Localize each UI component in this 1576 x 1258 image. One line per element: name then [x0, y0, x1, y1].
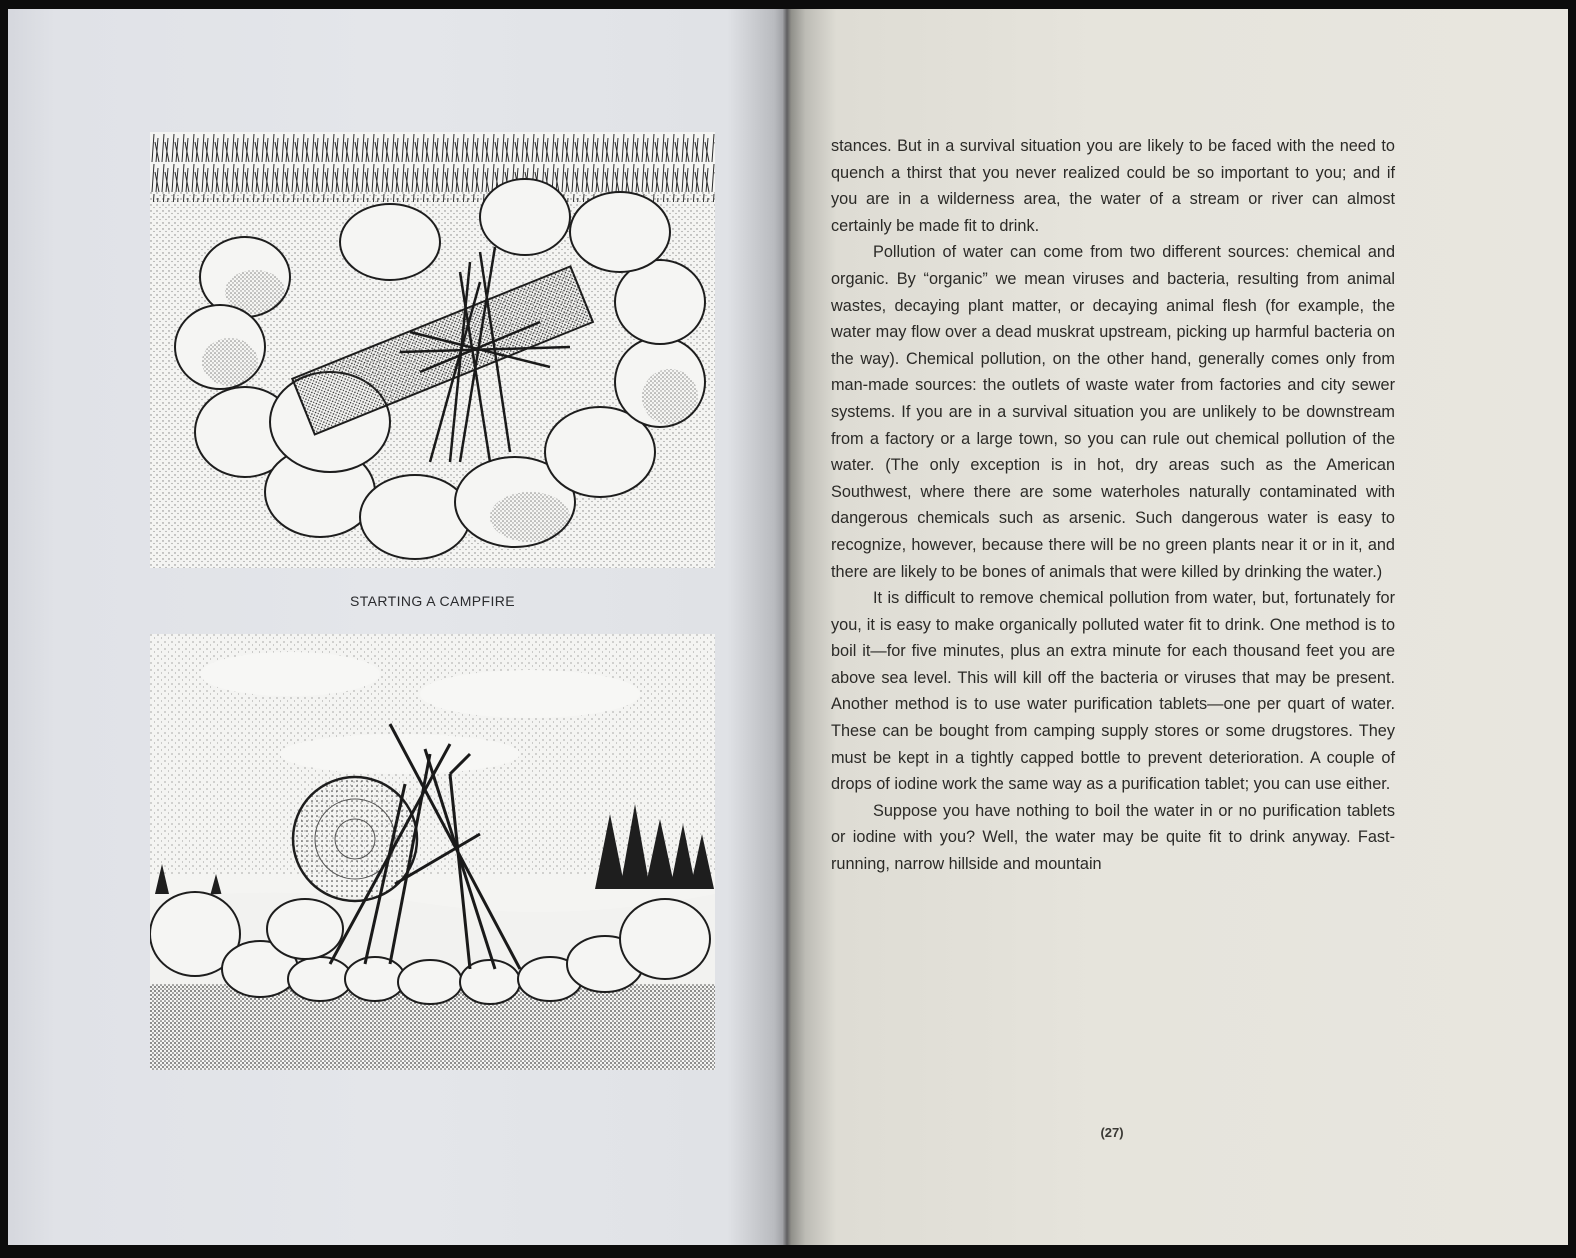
lean-to-fire-illustration [150, 634, 715, 1070]
illustration-caption: STARTING A CAMPFIRE [350, 593, 515, 609]
body-text [831, 133, 1395, 878]
paragraph: stances. But in a survival situation you are likely to be faced with the need to quench a thirst that you never realized could be so important to you; and if you are in a wilderness area, the water of a stream or river can almost certainly be made fit to drink. [831, 137, 1395, 235]
page-number: (27) [1100, 1125, 1124, 1140]
fire-ring-illustration [150, 132, 715, 568]
lean-to-fire-drawing [150, 634, 715, 1070]
book-gutter [783, 9, 791, 1245]
paragraph: Suppose you have nothing to boil the water in or no purification tablets or iodine with you? Well, the water may be quite fit to drink anyway. Fast-running, narrow hillside and mountain [831, 801, 1395, 874]
fire-ring-drawing [150, 132, 715, 568]
paragraph: It is difficult to remove chemical pollution from water, but, fortunately for you, it is easy to make organically polluted water fit to drink. One method is to boil it—for five minutes, plus an extra minute for each thousand feet you are above sea level. This will kill off the bacteria or viruses that may be present. Another method is to use water purification tablets—one per quart of water. These can be bought from camping supply stores or some drugstores. They must be kept in a tightly capped bottle to prevent deterioration. A couple of drops of iodine work the same way as a purification tablet; you can use either. [831, 589, 1395, 794]
paragraph: Pollution of water can come from two different sources: chemical and organic. By “organic” we mean viruses and bacteria, resulting from animal wastes, decaying plant matter, or decaying animal flesh (for example, the water may flow over a dead muskrat upstream, picking up harmful bacteria on the way). Chemical pollution, on the other hand, generally comes only from man-made sources: the outlets of waste water from factories and city sewer systems. If you are in a survival situation you are unlikely to be downstream from a factory or a large town, so you can rule out chemical pollution of the water. (The only exception is in hot, dry areas such as the American Southwest, where there are some waterholes naturally contaminated with dangerous chemicals such as arsenic. Such dangerous water is easy to recognize, however, because there will be no green plants near it or in it, and there are likely to be bones of animals that were killed by drinking the water.) [831, 243, 1395, 581]
